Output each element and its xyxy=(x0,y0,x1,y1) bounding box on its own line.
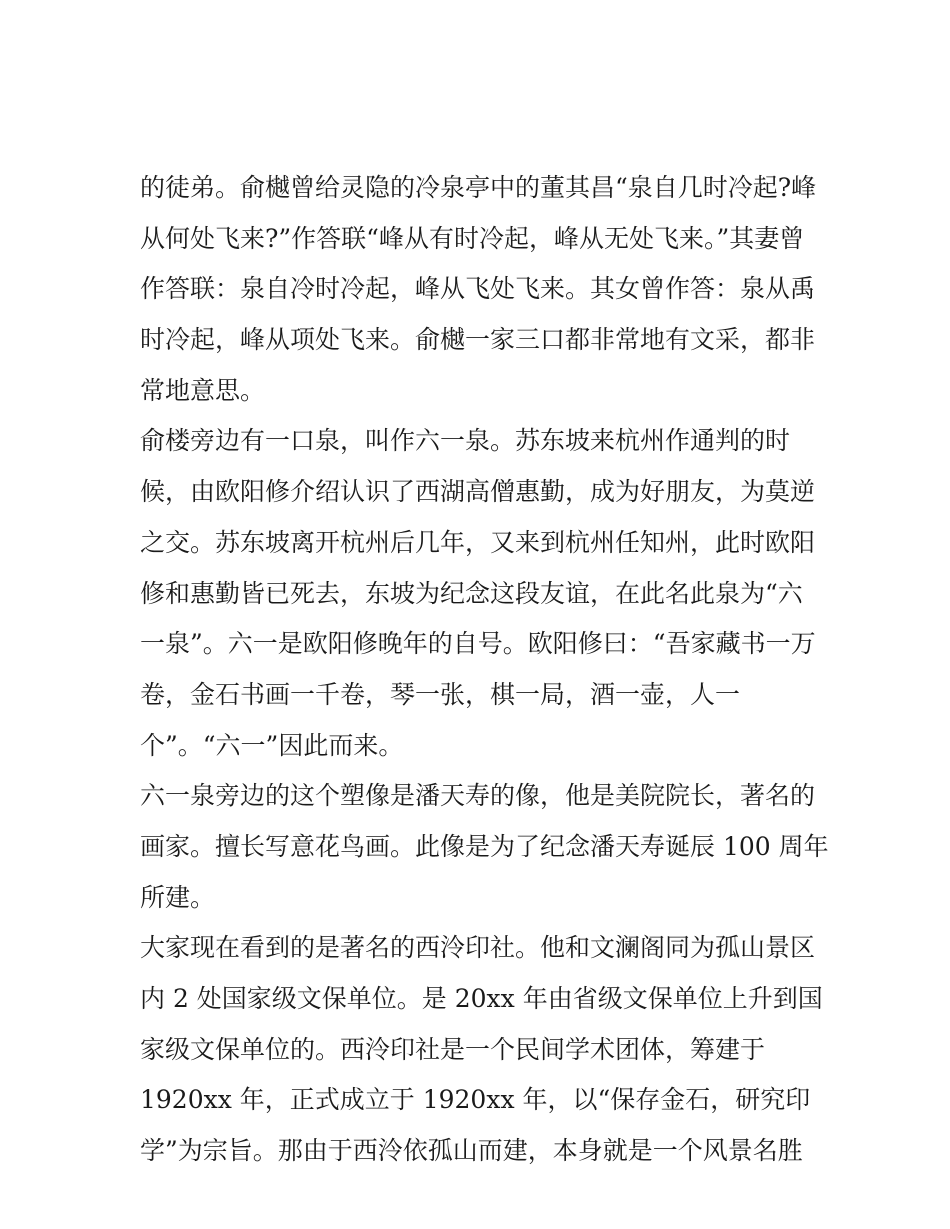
text-line: 修和惠勤皆已死去，东坡为纪念这段友谊，在此名此泉为“六 xyxy=(140,578,803,608)
text-line: 俞楼旁边有一口泉，叫作六一泉。苏东坡来杭州作通判的时 xyxy=(140,426,791,456)
text-line: 家级文保单位的。西泠印社是一个民间学术团体，筹建于 xyxy=(140,1034,766,1064)
text-line: 时冷起，峰从项处飞来。俞樾一家三口都非常地有文采，都非 xyxy=(140,325,816,355)
text-line: 之交。苏东坡离开杭州后几年，又来到杭州任知州，此时欧阳 xyxy=(140,527,816,557)
text-line: 个”。“六一”因此而来。 xyxy=(140,730,404,760)
text-line: 大家现在看到的是著名的西泠印社。他和文澜阁同为孤山景区 xyxy=(140,933,816,963)
text-line: 作答联：泉自冷时冷起，峰从飞处飞来。其女曾作答：泉从禹 xyxy=(140,274,816,304)
text-line: 常地意思。 xyxy=(140,375,266,405)
text-line: 内 2 处国家级文保单位。是 20xx 年由省级文保单位上升到国 xyxy=(140,984,823,1013)
text-line: 1920xx 年，正式成立于 1920xx 年，以“保存金石，研究印 xyxy=(140,1085,811,1115)
text-line: 学”为宗旨。那由于西泠依孤山而建，本身就是一个风景名胜 xyxy=(140,1136,803,1166)
text-line: 从何处飞来?”作答联“峰从有时冷起，峰从无处飞来。”其妻曾 xyxy=(140,223,805,253)
text-line: 一泉”。六一是欧阳修晚年的自号。欧阳修曰：“吾家藏书一万 xyxy=(140,629,816,659)
text-line: 候，由欧阳修介绍认识了西湖高僧惠勤，成为好朋友，为莫逆 xyxy=(140,477,816,507)
text-line: 的徒弟。俞樾曾给灵隐的冷泉亭中的董其昌“泉自几时冷起?峰 xyxy=(140,173,817,202)
text-line: 六一泉旁边的这个塑像是潘天寿的像，他是美院院长，著名的 xyxy=(140,781,816,811)
text-line: 画家。擅长写意花鸟画。此像是为了纪念潘天寿诞辰 100 周年 xyxy=(140,831,829,861)
text-line: 卷，金石书画一千卷，琴一张，棋一局，酒一壶，人一 xyxy=(140,679,741,709)
document-body-text xyxy=(140,163,829,1177)
text-line: 所建。 xyxy=(140,882,216,912)
